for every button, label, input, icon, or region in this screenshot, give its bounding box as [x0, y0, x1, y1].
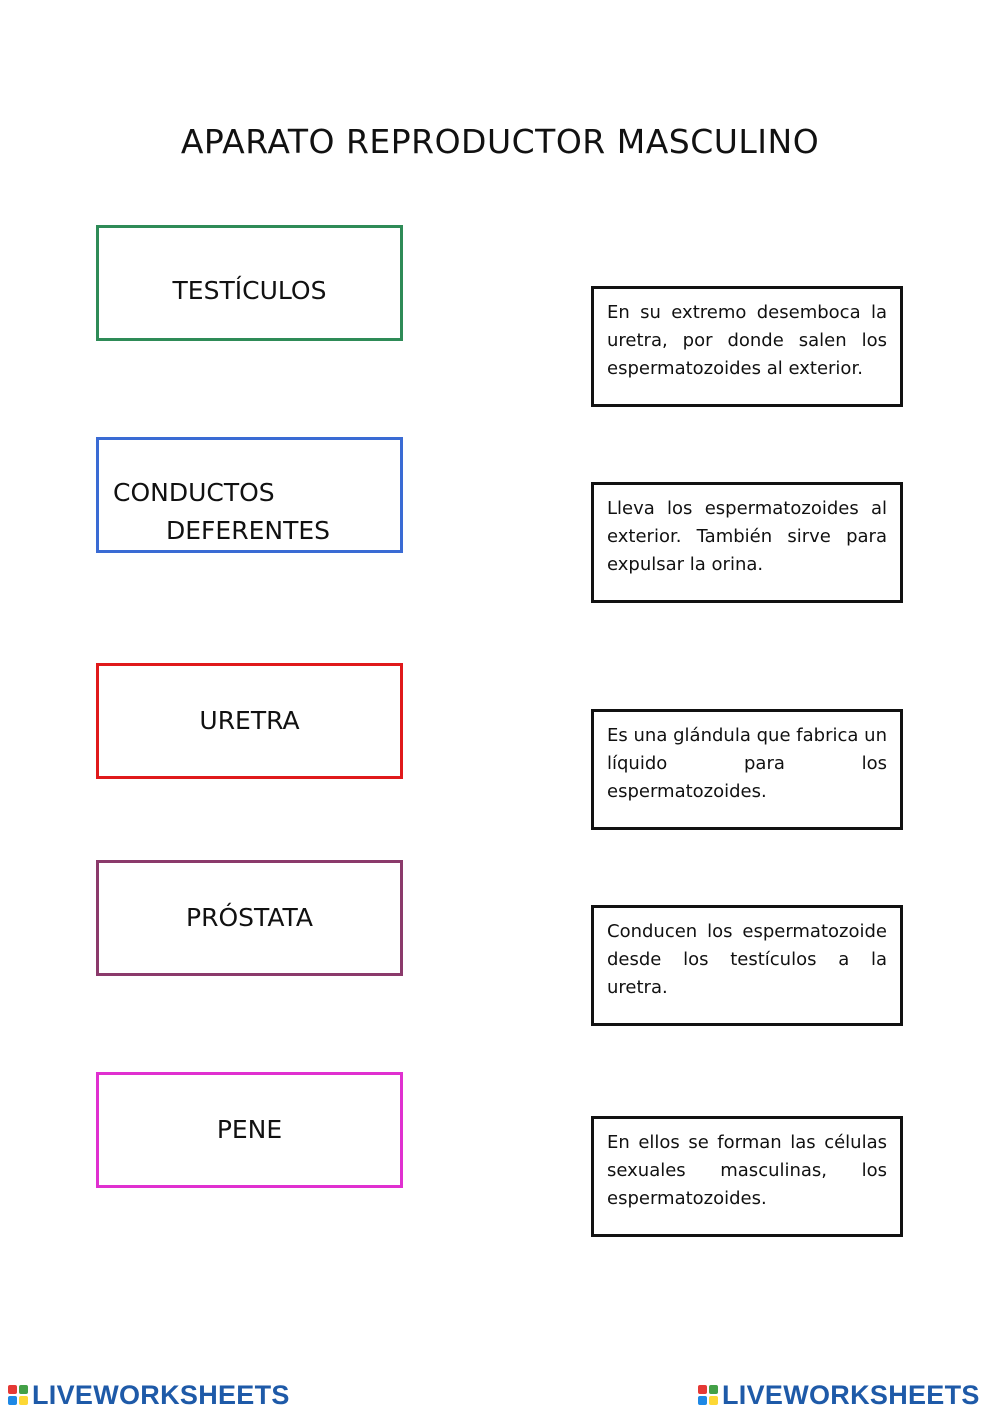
term-box-pene[interactable] [96, 1072, 403, 1188]
definition-box[interactable]: Es una glándula que fabrica un líquido para los espermatozoides. [591, 709, 903, 830]
term-box-conductos-deferentes[interactable] [96, 437, 403, 553]
definition-box[interactable]: En su extremo desemboca la uretra, por donde salen los espermatozoides al exterior. [591, 286, 903, 407]
liveworksheets-mark-icon [698, 1385, 718, 1405]
term-box-prostata[interactable] [96, 860, 403, 976]
liveworksheets-logo-right [698, 1378, 980, 1412]
definition-box[interactable]: Conducen los espermatozoide desde los testículos a la uretra. [591, 905, 903, 1026]
term-label: PRÓSTATA [186, 903, 313, 932]
term-label-line1: CONDUCTOS [113, 478, 275, 507]
definition-box[interactable]: En ellos se forman las células sexuales masculinas, los espermatozoides. [591, 1116, 903, 1237]
term-label: PENE [216, 1115, 283, 1144]
term-label-line2: DEFERENTES [166, 516, 331, 545]
term-label: URETRA [199, 706, 300, 735]
liveworksheets-mark-icon [8, 1385, 28, 1405]
term-box-uretra[interactable] [96, 663, 403, 779]
term-box-testiculos[interactable] [96, 225, 403, 341]
page-title: APARATO REPRODUCTOR MASCULINO [180, 122, 820, 161]
definition-box[interactable]: Lleva los espermatozoides al exterior. También sirve para expulsar la orina. [591, 482, 903, 603]
logo-text: LIVEWORKSHEETS [722, 1379, 980, 1410]
term-label: TESTÍCULOS [172, 276, 327, 305]
liveworksheets-logo-left [8, 1378, 290, 1412]
logo-text: LIVEWORKSHEETS [32, 1379, 290, 1410]
